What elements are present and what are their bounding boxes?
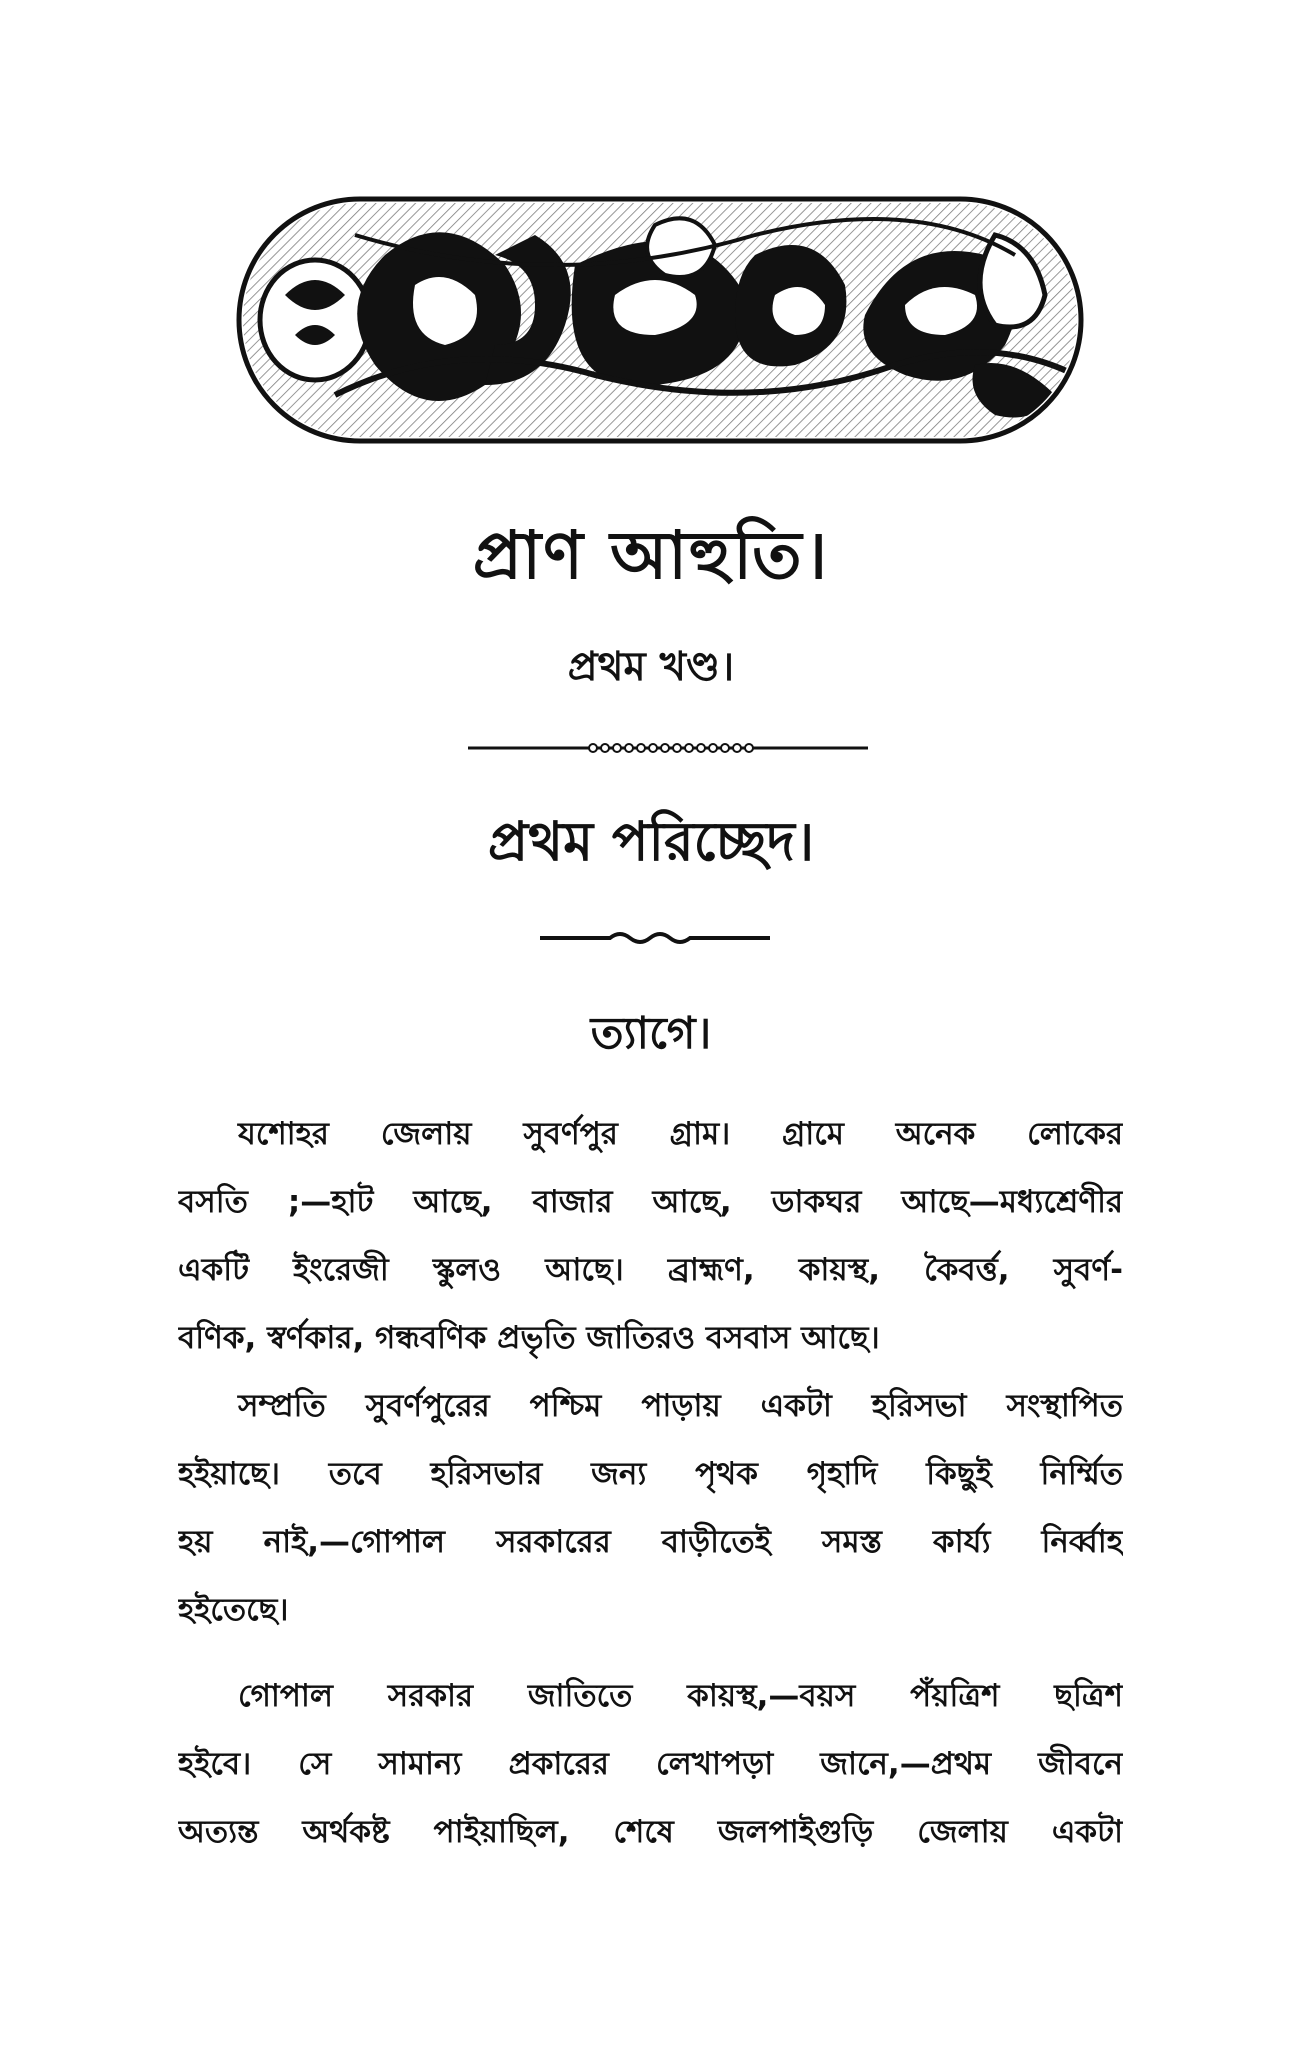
paragraph-2 xyxy=(178,1372,1123,1644)
text-line: গোপাল সরকার জাতিতে কায়স্থ,—বয়স পঁয়ত্রিশ ছত্রিশ xyxy=(238,1678,1123,1714)
paragraph-1 xyxy=(178,1100,1123,1372)
decorative-rule-top xyxy=(468,738,868,758)
text-line: অত্যন্ত অর্থকষ্ট পাইয়াছিল, শেষে জলপাইগুড়ি জেলায় একটা xyxy=(178,1814,1123,1850)
text-line: বসতি ;—হাট আছে, বাজার আছে, ডাকঘর আছে—মধ্যশ্রেণীর xyxy=(178,1184,1123,1220)
text-line: হইতেছে। xyxy=(178,1592,289,1628)
chapter-title: প্রথম পরিচ্ছেদ। xyxy=(487,810,815,873)
decorative-rule-bottom xyxy=(540,928,770,948)
text-line: হইয়াছে। তবে হরিসভার জন্য পৃথক গৃহাদি কিছুই নির্ম্মিত xyxy=(178,1456,1123,1492)
book-title: প্রাণ আহুতি। xyxy=(472,517,830,594)
section-title: ত্যাগে। xyxy=(590,1008,712,1059)
paragraph-3 xyxy=(178,1662,1123,1866)
text-line: হয় নাই,—গোপাল সরকারের বাড়ীতেই সমস্ত কার্য্য নির্ব্বাহ xyxy=(178,1524,1123,1560)
text-line: হইবে। সে সামান্য প্রকারের লেখাপড়া জানে,—প্রথম জীবনে xyxy=(178,1746,1123,1782)
floral-headpiece-ornament xyxy=(235,195,1085,445)
text-line: একটি ইংরেজী স্কুলও আছে। ব্রাহ্মণ, কায়স্থ, কৈবর্ত্ত, সুবর্ণ- xyxy=(178,1252,1123,1288)
body-text xyxy=(178,1100,1123,1866)
part-title: প্রথম খণ্ড। xyxy=(567,644,735,690)
text-line: যশোহর জেলায় সুবর্ণপুর গ্রাম। গ্রামে অনেক লোকের xyxy=(238,1116,1123,1152)
text-line: বণিক, স্বর্ণকার, গন্ধবণিক প্রভৃতি জাতিরও বসবাস আছে। xyxy=(178,1320,880,1356)
text-line: সম্প্রতি সুবর্ণপুরের পশ্চিম পাড়ায় একটা হরিসভা সংস্থাপিত xyxy=(238,1388,1123,1424)
